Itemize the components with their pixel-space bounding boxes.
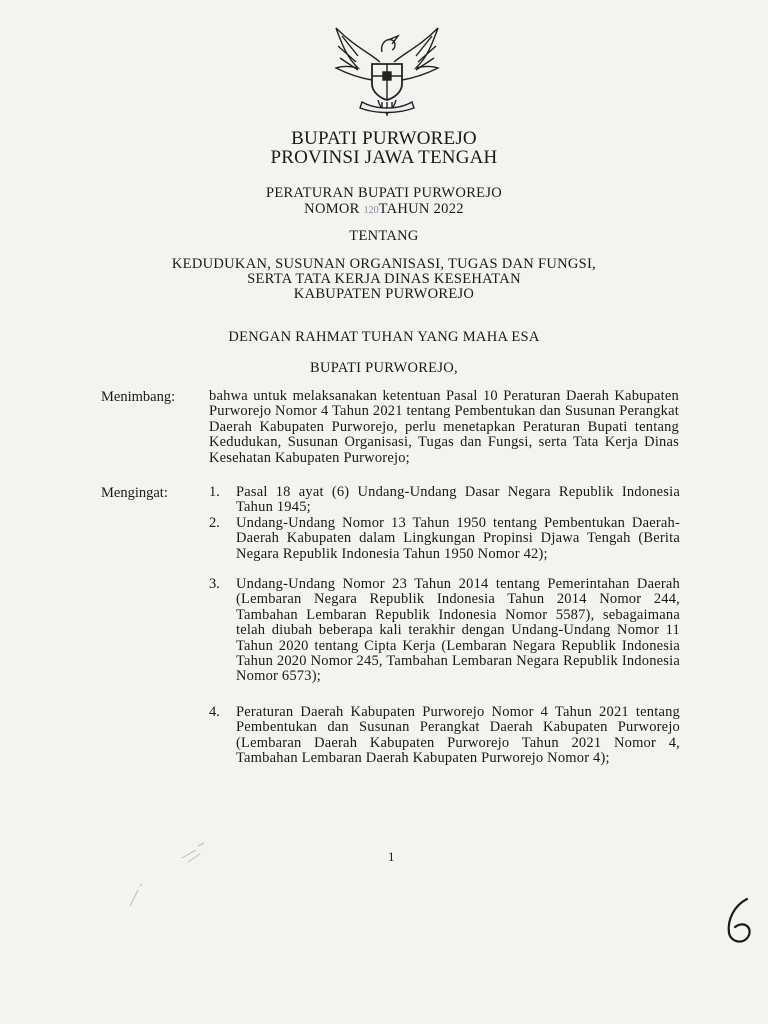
rahmat-line: DENGAN RAHMAT TUHAN YANG MAHA ESA: [228, 329, 540, 345]
handwritten-mark: [719, 895, 759, 947]
regulation-title: PERATURAN BUPATI PURWOREJO: [265, 185, 503, 201]
province-title: PROVINSI JAWA TENGAH: [270, 147, 498, 168]
menimbang-label: Menimbang:: [101, 389, 176, 405]
page-number: 1: [388, 849, 395, 864]
nomor-prefix: NOMOR: [304, 201, 360, 217]
tentang-heading: TENTANG: [349, 228, 419, 244]
nomor-number: 120: [363, 205, 379, 216]
regent-title: BUPATI PURWOREJO: [291, 128, 477, 149]
item-number: 2.: [209, 515, 220, 531]
garuda-emblem-icon: [328, 22, 446, 122]
item-text: Peraturan Daerah Kabupaten Purworejo Nomor 4 Tahun 2021 tentang Pembentukan dan Susunan Perangkat Daerah Kabupaten Purworejo (Lembaran Daerah Kabupaten Purworejo Tahun 2021 Nomor 4, Tambahan Lembaran Daerah Kabupaten Purworejo Nomor 4);: [236, 704, 680, 767]
regulation-number: [0, 201, 768, 219]
item-number: 1.: [209, 484, 220, 500]
subject-line-1: KEDUDUKAN, SUSUNAN ORGANISASI, TUGAS DAN FUNGSI,: [171, 256, 597, 272]
scan-speck: [122, 880, 152, 910]
nomor-suffix: TAHUN 2022: [378, 201, 464, 217]
subject-line-2: SERTA TATA KERJA DINAS KESEHATAN: [247, 271, 521, 287]
bupati-line: BUPATI PURWOREJO,: [310, 360, 458, 376]
item-number: 4.: [209, 704, 220, 720]
scan-speck: [178, 838, 218, 868]
item-number: 3.: [209, 576, 220, 592]
subject-line-3: KABUPATEN PURWOREJO: [293, 286, 475, 302]
item-text: Undang-Undang Nomor 13 Tahun 1950 tentang Pembentukan Daerah-Daerah Kabupaten dalam Lingkungan Propinsi Djawa Tengah (Berita Negara Republik Indonesia Tahun 1950 Nomor 42);: [236, 515, 680, 562]
mengingat-label: Mengingat:: [101, 485, 168, 501]
item-text: Pasal 18 ayat (6) Undang-Undang Dasar Negara Republik Indonesia Tahun 1945;: [236, 484, 680, 516]
item-text: Undang-Undang Nomor 23 Tahun 2014 tentang Pemerintahan Daerah (Lembaran Negara Republik Indonesia Tahun 2014 Nomor 244, Tambahan Lembaran Republik Indonesia Nomor 5587), sebagaimana telah diubah beberapa kali terakhir dengan Undang-Undang Nomor 11 Tahun 2020 tentang Cipta Kerja (Lembaran Negara Republik Indonesia Tahun 2020 Nomor 245, Tambahan Lembaran Negara Republik Indonesia Nomor 6573);: [236, 576, 680, 685]
menimbang-text: bahwa untuk melaksanakan ketentuan Pasal 10 Peraturan Daerah Kabupaten Purworejo Nomor 4 Tahun 2021 tentang Pembentukan dan Susunan Perangkat Daerah Kabupaten Purworejo, perlu menetapkan Peraturan Bupati tentang Kedudukan, Susunan Organisasi, Tugas dan Fungsi, serta Tata Kerja Dinas Kesehatan Kabupaten Purworejo;: [209, 388, 679, 466]
